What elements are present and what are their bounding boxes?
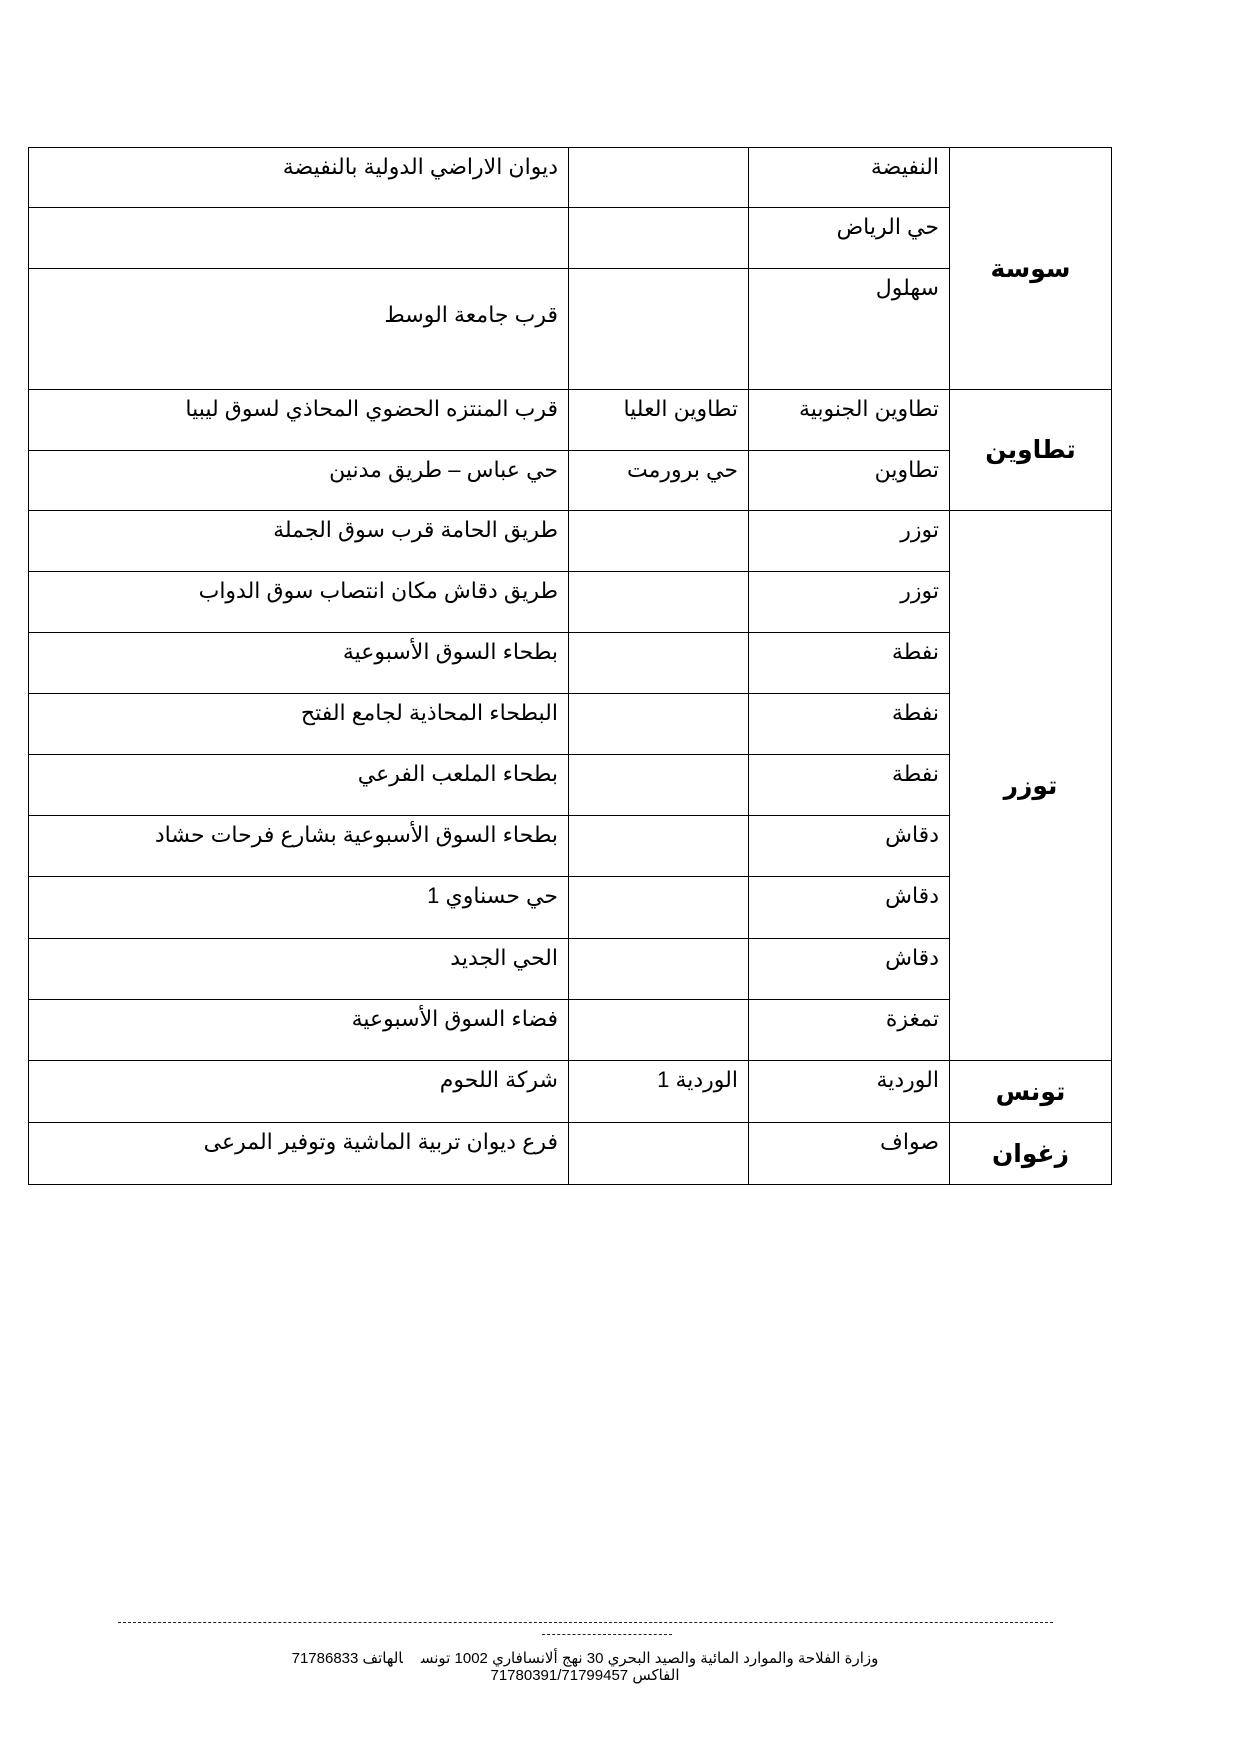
- place-cell: فرع ديوان تربية الماشية وتوفير المرعى: [29, 1123, 569, 1185]
- delegation-cell: تطاوين الجنوبية: [749, 390, 950, 451]
- imada-cell: [569, 1000, 749, 1061]
- footer-address-line: [110, 1650, 1060, 1667]
- imada-cell: تطاوين العليا: [569, 390, 749, 451]
- delegation-cell: نفطة: [749, 694, 950, 755]
- delegation-cell: تطاوين: [749, 451, 950, 511]
- place-cell: بطحاء السوق الأسبوعية: [29, 633, 569, 694]
- imada-cell: الوردية 1: [569, 1061, 749, 1123]
- table-row: [29, 1000, 1112, 1061]
- table-row: [29, 633, 1112, 694]
- locations-table: [28, 147, 1112, 1185]
- delegation-cell: دقاش: [749, 816, 950, 877]
- place-cell: طريق الحامة قرب سوق الجملة: [29, 511, 569, 572]
- table-row: [29, 877, 1112, 939]
- place-cell: قرب المنتزه الحضوي المحاذي لسوق ليبيا: [29, 390, 569, 451]
- table-row: [29, 1123, 1112, 1185]
- place-cell: بطحاء الملعب الفرعي: [29, 755, 569, 816]
- delegation-cell: توزر: [749, 511, 950, 572]
- imada-cell: [569, 1123, 749, 1185]
- footer-separator: [118, 1622, 1053, 1623]
- table-row: [29, 269, 1112, 390]
- table-row: [29, 511, 1112, 572]
- governorate-cell: تونس: [950, 1061, 1112, 1123]
- imada-cell: [569, 572, 749, 633]
- place-cell: [29, 208, 569, 269]
- imada-cell: حي برورمت: [569, 451, 749, 511]
- delegation-cell: توزر: [749, 572, 950, 633]
- table-row: [29, 572, 1112, 633]
- place-cell: بطحاء السوق الأسبوعية بشارع فرحات حشاد: [29, 816, 569, 877]
- imada-cell: [569, 877, 749, 939]
- delegation-cell: حي الرياض: [749, 208, 950, 269]
- table-row: [29, 755, 1112, 816]
- footer-fax-line: [110, 1667, 1060, 1684]
- delegation-cell: النفيضة: [749, 148, 950, 208]
- place-cell: الحي الجديد: [29, 939, 569, 1000]
- place-cell: حي عباس – طريق مدنين: [29, 451, 569, 511]
- footer-address: وزارة الفلاحة والموارد المائية والصيد البحري 30 نهج ألانسافاري 1002 تونس: [420, 1650, 879, 1667]
- table-row: [29, 694, 1112, 755]
- delegation-cell: دقاش: [749, 877, 950, 939]
- imada-cell: [569, 939, 749, 1000]
- imada-cell: [569, 755, 749, 816]
- place-cell: فضاء السوق الأسبوعية: [29, 1000, 569, 1061]
- place-cell: حي حسناوي 1: [29, 877, 569, 939]
- governorate-cell: تطاوين: [950, 390, 1112, 511]
- governorate-cell: زغوان: [950, 1123, 1112, 1185]
- delegation-cell: دقاش: [749, 939, 950, 1000]
- imada-cell: [569, 694, 749, 755]
- delegation-cell: نفطة: [749, 633, 950, 694]
- footer-fax: الفاكس 71780391/71799457: [490, 1667, 680, 1684]
- imada-cell: [569, 633, 749, 694]
- table-row: [29, 148, 1112, 208]
- imada-cell: [569, 208, 749, 269]
- table-row: [29, 208, 1112, 269]
- governorate-cell: سوسة: [950, 148, 1112, 390]
- place-cell: شركة اللحوم: [29, 1061, 569, 1123]
- footer-phone: الهاتف 71786833: [291, 1650, 403, 1667]
- place-cell: قرب جامعة الوسط: [29, 269, 569, 390]
- delegation-cell: سهلول: [749, 269, 950, 390]
- imada-cell: [569, 816, 749, 877]
- place-cell: البطحاء المحاذية لجامع الفتح: [29, 694, 569, 755]
- imada-cell: [569, 269, 749, 390]
- delegation-cell: نفطة: [749, 755, 950, 816]
- footer-separator-short: [542, 1634, 672, 1635]
- table-row: [29, 451, 1112, 511]
- table-row: [29, 816, 1112, 877]
- governorate-cell: توزر: [950, 511, 1112, 1061]
- delegation-cell: الوردية: [749, 1061, 950, 1123]
- imada-cell: [569, 511, 749, 572]
- delegation-cell: تمغزة: [749, 1000, 950, 1061]
- delegation-cell: صواف: [749, 1123, 950, 1185]
- imada-cell: [569, 148, 749, 208]
- table-row: [29, 390, 1112, 451]
- table-row: [29, 1061, 1112, 1123]
- place-cell: ديوان الاراضي الدولية بالنفيضة: [29, 148, 569, 208]
- table-row: [29, 939, 1112, 1000]
- place-cell: طريق دقاش مكان انتصاب سوق الدواب: [29, 572, 569, 633]
